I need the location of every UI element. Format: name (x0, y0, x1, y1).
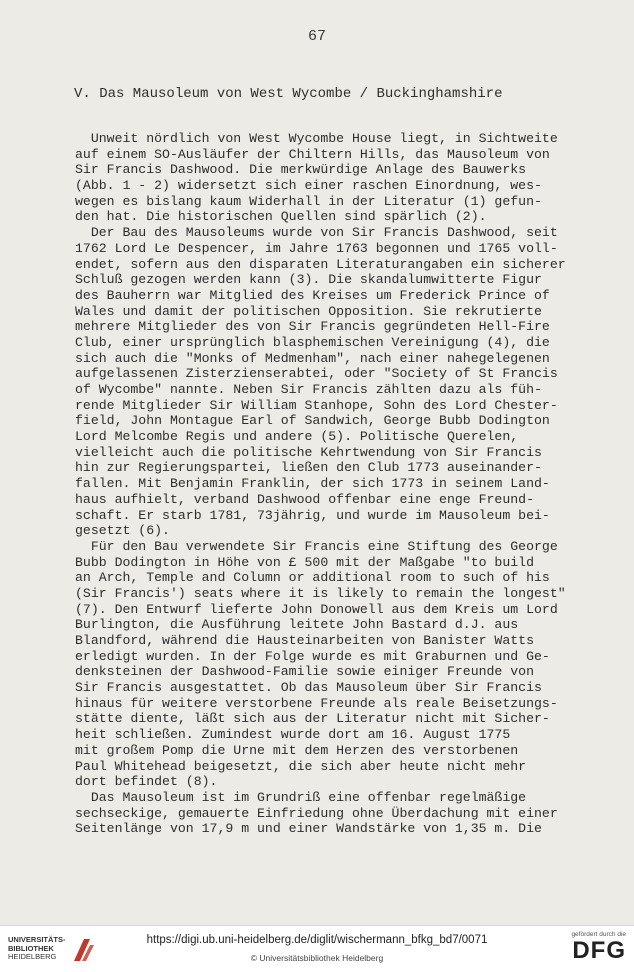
text-line: Sir Francis Dashwood. Die merkwürdige Anlage des Bauwerks (75, 162, 527, 178)
text-line: Lord Melcombe Regis und andere (5). Politische Querelen, (75, 429, 519, 445)
text-line: Paul Whitehead beigesetzt, die sich aber heute nicht mehr (75, 758, 527, 774)
dfg-funding-note: gefördert durch die (571, 931, 626, 938)
text-line: endet, sofern aus den disparaten Literaturangaben ein sicherer (75, 256, 566, 272)
text-line: aufgelassenen Zisterzienserabtei, oder "Society of St Francis (75, 366, 558, 382)
dfg-logo[interactable] (556, 931, 626, 964)
text-line: schaft. Er starb 1781, 73jährig, und wurde im Mausoleum bei- (75, 507, 550, 523)
text-line: Club, einer ursprünglich blasphemischen Vereinigung (4), die (75, 334, 550, 350)
viewer-footer (0, 925, 634, 972)
dfg-wordmark: DFG (572, 937, 626, 964)
text-line: (Sir Francis') seats where it is likely to remain the longest" (75, 585, 566, 601)
text-line: Das Mausoleum ist im Grundriß eine offenbar regelmäßige (75, 789, 527, 805)
text-line: Für den Bau verwendete Sir Francis eine Stiftung des George (75, 538, 558, 554)
text-line: mehrere Mitglieder des von Sir Francis gegründeten Hell-Fire (75, 319, 550, 335)
text-line: rende Mitglieder Sir William Stanhope, Sohn des Lord Chester- (75, 397, 558, 413)
text-line: hin zur Regierungspartei, ließen den Club 1773 auseinander- (75, 460, 542, 476)
digital-copy-url[interactable]: https://digi.ub.uni-heidelberg.de/diglit/wischermann_bfkg_bd7/0071 (146, 934, 488, 946)
text-line: sechseckige, gemauerte Einfriedung ohne Überdachung mit einer (75, 805, 558, 821)
text-line: Wales und damit der politischen Opposition. Sie rekrutierte (75, 303, 542, 319)
logo-line-1: UNIVERSITÄTS- (8, 935, 66, 944)
text-line: vielleicht auch die politische Kehrtwendung von Sir Francis (75, 444, 542, 460)
text-line: haus aufhielt, verband Dashwood offenbar eine enge Freund- (75, 491, 534, 507)
text-line: Schluß gezogen werden kann (3). Die skandalumwitterte Figur (75, 272, 542, 288)
text-line: stätte diente, läßt sich aus der Literatur nicht mit Sicher- (75, 711, 550, 727)
text-line: des Bauherrn war Mitglied des Kreises um Frederick Prince of (75, 287, 550, 303)
text-line: denksteinen der Dashwood-Familie sowie einiger Freunde von (75, 664, 534, 680)
text-line: field, John Montague Earl of Sandwich, George Bubb Dodington (75, 413, 550, 429)
section-heading: V. Das Mausoleum von West Wycombe / Buckinghamshire (74, 86, 503, 102)
text-line: fallen. Mit Benjamin Franklin, der sich 1773 in seinem Land- (75, 476, 550, 492)
text-line: an Arch, Temple and Column or additional room to such of his (75, 570, 550, 586)
text-line: Unweit nördlich von West Wycombe House liegt, in Sichtweite (75, 131, 558, 146)
text-line: den hat. Die historischen Quellen sind spärlich (2). (75, 209, 487, 225)
logo-line-2: BIBLIOTHEK (8, 943, 54, 953)
text-line: Der Bau des Mausoleums wurde von Sir Francis Dashwood, seit (75, 225, 558, 241)
text-line: gesetzt (6). (75, 523, 170, 539)
text-line: auf einem SO-Ausläufer der Chiltern Hills, das Mausoleum von (75, 146, 550, 162)
text-line: sich auch die "Monks of Medmenham", nach einer nahegelegenen (75, 350, 550, 366)
text-line: dort befindet (8). (75, 774, 218, 790)
text-line: (Abb. 1 - 2) widersetzt sich einer raschen Einordnung, wes- (75, 178, 542, 194)
page-number: 67 (307, 28, 326, 45)
text-line: Blandford, während die Hausteinarbeiten von Banister Watts (75, 633, 534, 648)
text-line: Bubb Dodington in Höhe von £ 500 mit der Maßgabe "to build (75, 554, 534, 570)
text-line: erledigt wurden. In der Folge wurde es mit Graburnen und Ge- (75, 648, 550, 664)
text-line: hinaus für weitere verstorbene Freunde als reale Beisetzungs- (75, 695, 558, 711)
logo-line-3: HEIDELBERG (8, 952, 57, 962)
text-line: (7). Den Entwurf lieferte John Donowell aus dem Kreis um Lord (75, 601, 558, 617)
text-line: wegen es bislang kaum Widerhall in der Literatur (1) gefun- (75, 193, 542, 209)
text-line: Sir Francis ausgestattet. Ob das Mausoleum über Sir Francis (75, 680, 542, 696)
text-line: of Wycombe" nannte. Neben Sir Francis zählten dazu als füh- (75, 382, 542, 397)
text-line: heit schließen. Zumindest wurde dort am 16. August 1775 (75, 727, 511, 743)
text-line: mit großem Pomp die Urne mit dem Herzen des verstorbenen (75, 742, 519, 758)
text-line: 1762 Lord Le Despencer, im Jahre 1763 begonnen und 1765 voll- (75, 240, 558, 256)
text-line: Seitenlänge von 17,9 m und einer Wandstärke von 1,35 m. Die (75, 821, 542, 837)
text-line: Burlington, die Ausführung leitete John Bastard d.J. aus (75, 617, 519, 633)
copyright-notice: © Universitätsbibliothek Heidelberg (250, 953, 384, 963)
body-text (75, 131, 575, 837)
